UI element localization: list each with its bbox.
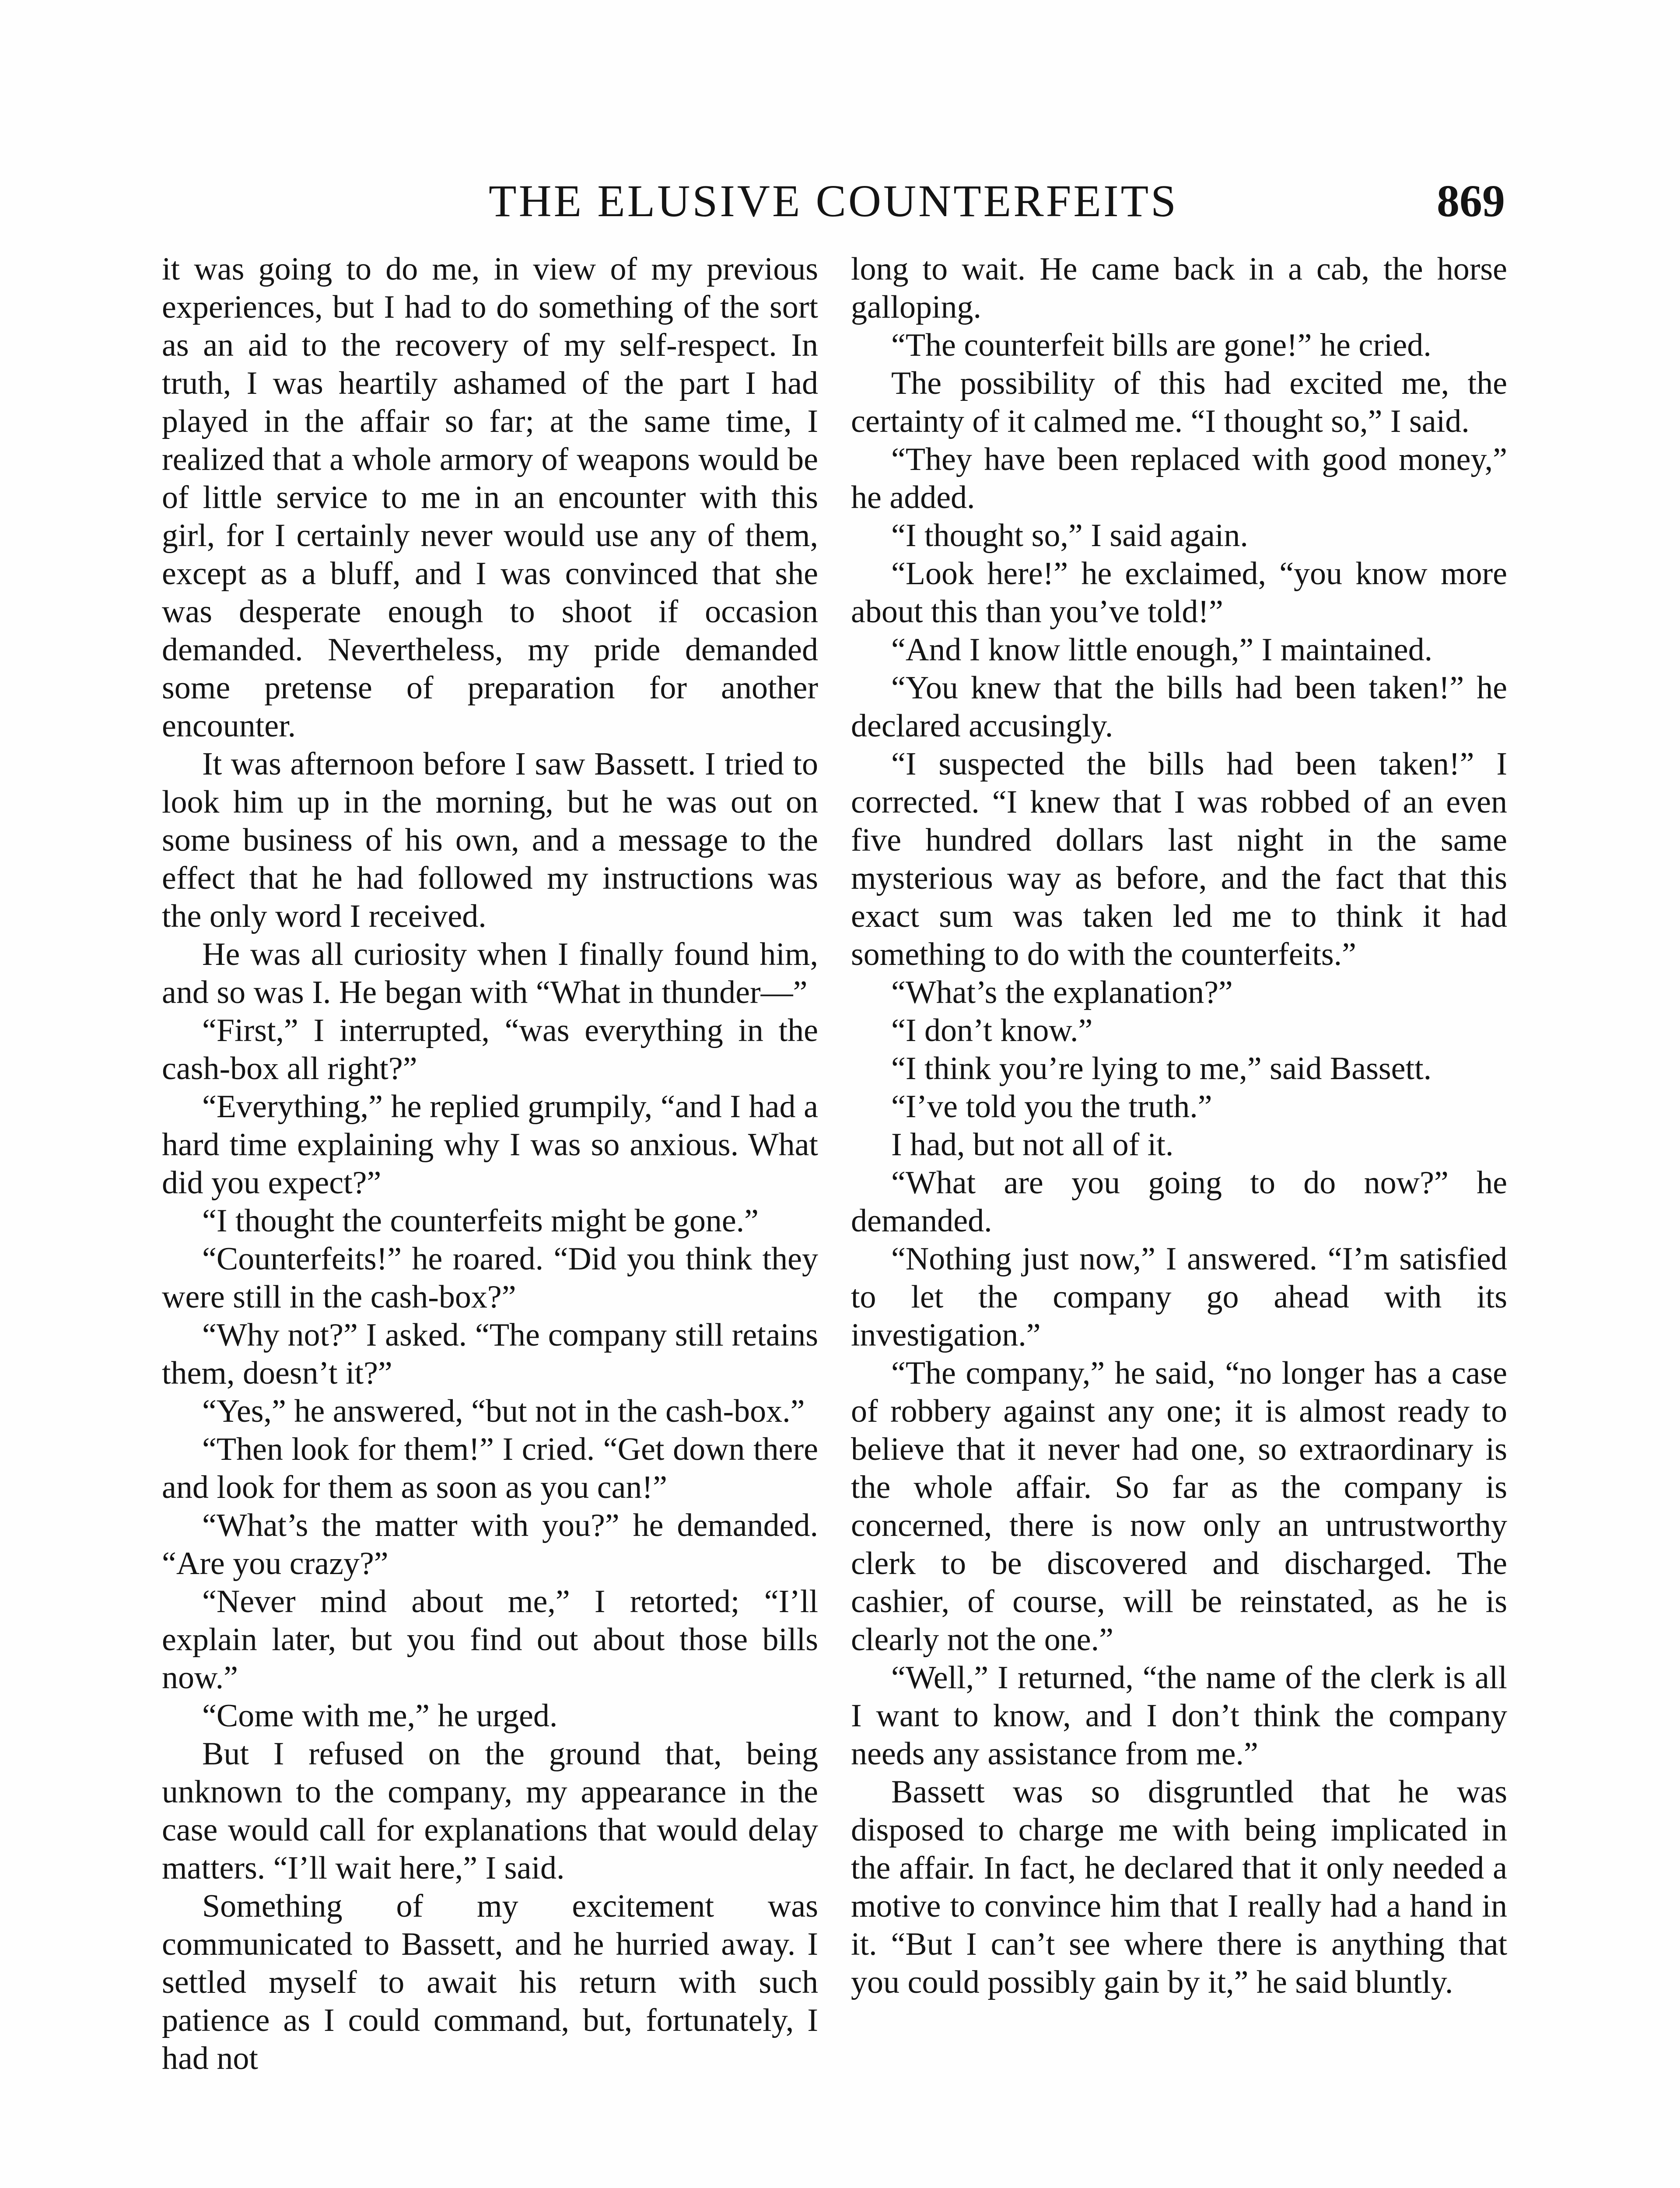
left-text-column — [162, 250, 818, 2078]
paragraph: “Nothing just now,” I answered. “I’m satisfied to let the company go ahead with its investigation.” — [851, 1241, 1507, 1353]
paragraph: “The counterfeit bills are gone!” he cried. — [891, 327, 1432, 363]
paragraph: “I think you’re lying to me,” said Bassett. — [891, 1051, 1432, 1087]
paragraph: It was afternoon before I saw Bassett. I tried to look him up in the morning, but he was out on some business of his own, and a message to the effect that he had followed my instructions was the only word I received. — [162, 746, 818, 934]
paragraph: “Yes,” he answered, “but not in the cash-box.” — [202, 1393, 805, 1429]
paragraph: “Then look for them!” I cried. “Get down there and look for them as soon as you can!” — [162, 1431, 818, 1505]
paragraph: long to wait. He came back in a cab, the horse galloping. — [851, 251, 1507, 325]
paragraph: The possibility of this had excited me, the certainty of it calmed me. “I thought so,” I said. — [851, 365, 1507, 439]
paragraph: “Why not?” I asked. “The company still retains them, doesn’t it?” — [162, 1317, 818, 1391]
paragraph: “They have been replaced with good money,” he added. — [851, 442, 1507, 515]
paragraph: “What are you going to do now?” he demanded. — [851, 1165, 1507, 1239]
paragraph: “What’s the explanation?” — [891, 975, 1233, 1010]
paragraph: “The company,” he said, “no longer has a case of robbery against any one; it is almost ready to believe that it never had one, so extraordinary is the whole affair. So far as the company is concerned, there is now only an untrustworthy clerk to be discovered and discharged. The cashier, of course, will be reinstated, as he is clearly not the one.” — [851, 1355, 1507, 1658]
paragraph: “I suspected the bills had been taken!” I corrected. “I knew that I was robbed of an even five hundred dollars last night in the same mysterious way as before, and the fact that this exact sum was taken led me to think it had something to do with the counterfeits.” — [851, 746, 1507, 972]
paragraph: “Counterfeits!” he roared. “Did you think they were still in the cash-box?” — [162, 1241, 818, 1315]
paragraph: “Well,” I returned, “the name of the clerk is all I want to know, and I don’t think the company needs any assistance from me.” — [851, 1660, 1507, 1772]
paragraph: “I don’t know.” — [891, 1013, 1093, 1048]
paragraph: “Never mind about me,” I retorted; “I’ll explain later, but you find out about those bills now.” — [162, 1584, 818, 1696]
paragraph: Something of my excitement was communicated to Bassett, and he hurried away. I settled myself to await his return with such patience as I could command, but, fortunately, I had not — [162, 1888, 818, 2076]
paragraph: “Everything,” he replied grumpily, “and I had a hard time explaining why I was so anxious. What did you expect?” — [162, 1089, 818, 1201]
page-number: 869 — [1437, 176, 1505, 226]
page-header — [162, 173, 1505, 230]
paragraph: But I refused on the ground that, being unknown to the company, my appearance in the case would call for explanations that would delay matters. “I’ll wait here,” I said. — [162, 1736, 818, 1886]
paragraph: it was going to do me, in view of my previous experiences, but I had to do something of the sort as an aid to the recovery of my self-respect. In truth, I was heartily ashamed of the part I had played in the affair so far; at the same time, I realized that a whole armory of weapons would be of little service to me in an encounter with this girl, for I certainly never would use any of them, except as a bluff, and I was convinced that she was desperate enough to shoot if occasion demanded. Nevertheless, my pride demanded some pretense of preparation for another encounter. — [162, 251, 818, 744]
paragraph: “Look here!” he exclaimed, “you know more about this than you’ve told!” — [851, 556, 1507, 630]
running-title: THE ELUSIVE COUNTERFEITS — [489, 176, 1178, 226]
paragraph: “You knew that the bills had been taken!” he declared accusingly. — [851, 670, 1507, 744]
paragraph: “And I know little enough,” I maintained. — [891, 632, 1433, 668]
paragraph: “Come with me,” he urged. — [202, 1698, 558, 1734]
paragraph: Bassett was so disgruntled that he was disposed to charge me with being implicated in the affair. In fact, he declared that it only needed a motive to convince him that I really had a hand in it. “But I can’t see where there is anything that you could possibly gain by it,” he said bluntly. — [851, 1774, 1507, 2000]
paragraph: I had, but not all of it. — [891, 1127, 1174, 1163]
paragraph: “I’ve told you the truth.” — [891, 1089, 1212, 1125]
paragraph: “What’s the matter with you?” he demanded. “Are you crazy?” — [162, 1508, 818, 1581]
paragraph: He was all curiosity when I finally found him, and so was I. He began with “What in thunder—” — [162, 936, 818, 1010]
paragraph: “First,” I interrupted, “was everything in the cash-box all right?” — [162, 1013, 818, 1087]
paragraph: “I thought so,” I said again. — [891, 518, 1248, 554]
right-text-column — [851, 250, 1507, 2002]
paragraph: “I thought the counterfeits might be gone.” — [202, 1203, 759, 1239]
